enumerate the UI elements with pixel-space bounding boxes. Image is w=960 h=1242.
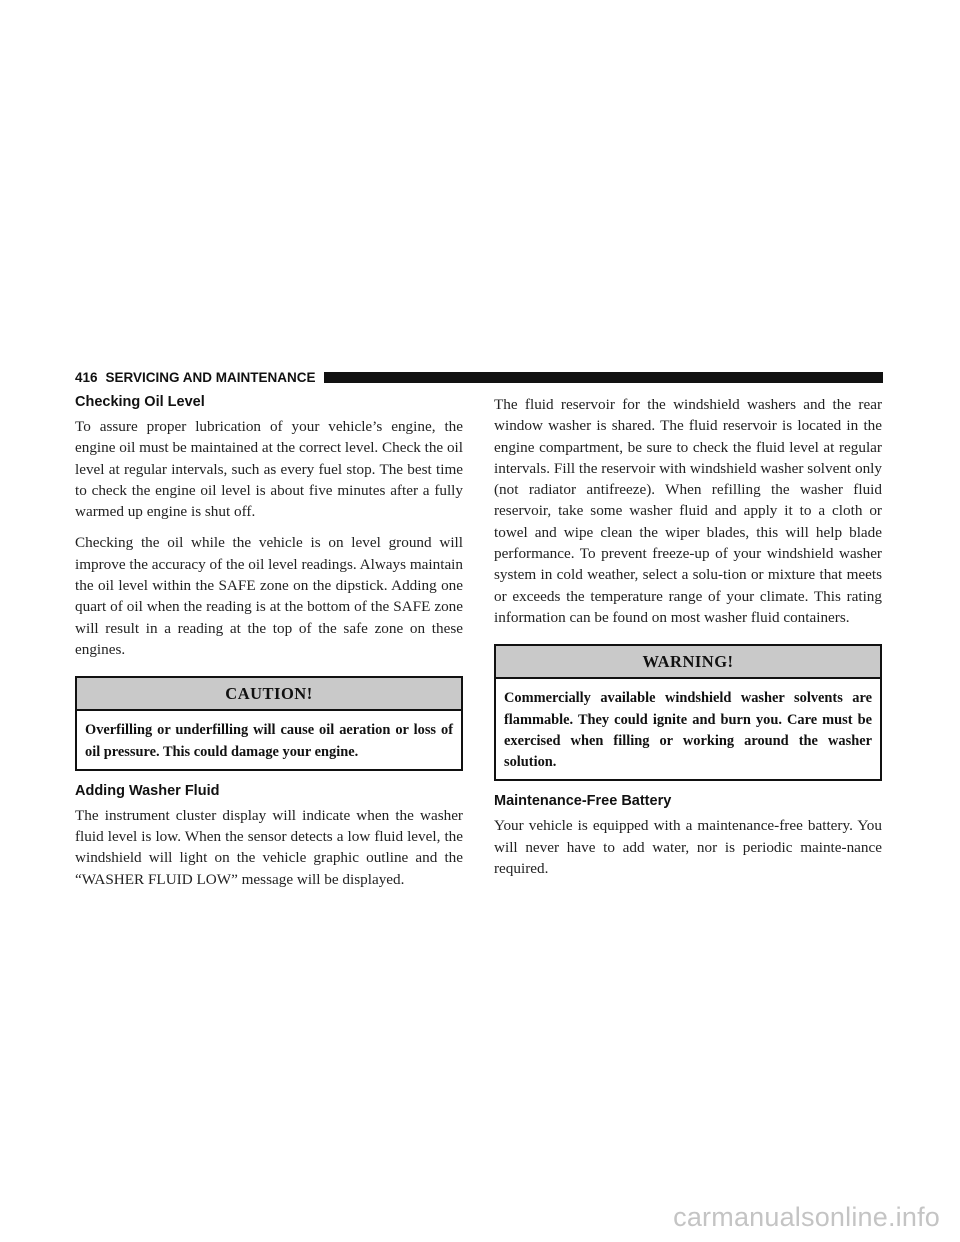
washer-paragraph-1: The instrument cluster display will indicate when the washer fluid level is low. When the sensor detects a low fluid level, the windshield will light on the vehicle graphic outline and the “WASHER FLUID LOW” message will be displayed. bbox=[75, 806, 463, 888]
oil-paragraph-1: To assure proper lubrication of your vehicle’s engine, the engine oil must be maintained at the correct level. Check the oil level at regular intervals, such as every fuel stop. The best time to check the engine oil level is about five minutes after a fully warmed up engine is shut off. bbox=[75, 418, 463, 521]
warning-title: WARNING! bbox=[496, 646, 880, 679]
page-number: 416 bbox=[75, 369, 98, 385]
heading-checking-oil-level: Checking Oil Level bbox=[75, 394, 205, 410]
watermark: carmanualsonline.info bbox=[673, 1202, 940, 1232]
caution-text: Overfilling or underfilling will cause oil aeration or loss of oil pressure. This could damage your engine. bbox=[85, 722, 453, 760]
washer-paragraph-2: The fluid reservoir for the windshield washers and the rear window washer is shared. The fluid reservoir is located in the engine compartment, be sure to check the fluid level at regular intervals. Fill the reservoir with windshield washer solvent only (not radiator antifreeze). When refilling the washer fluid reservoir, take some washer fluid and apply it to a cloth or towel and wipe clean the wiper blades, this will help blade performance. To prevent freeze-up of your windshield washer system in cold weather, select a solu-tion or mixture that meets or exceeds the temperature range of your climate. This rating information can be found on most washer fluid containers. bbox=[494, 396, 882, 626]
page-header bbox=[75, 368, 883, 386]
heading-maintenance-free-battery: Maintenance-Free Battery bbox=[494, 793, 672, 810]
header-rule bbox=[324, 372, 883, 383]
caution-box bbox=[75, 676, 463, 771]
warning-box bbox=[494, 644, 882, 781]
caution-title: CAUTION! bbox=[77, 678, 461, 711]
warning-text: Commercially available windshield washer solvents are flammable. They could ignite and burn you. Care must be exercised when filling or working around the washer solution. bbox=[504, 690, 872, 771]
heading-adding-washer-fluid: Adding Washer Fluid bbox=[75, 782, 220, 799]
right-column bbox=[494, 394, 882, 889]
oil-paragraph-2: Checking the oil while the vehicle is on level ground will improve the accuracy of the oil level readings. Always maintain the oil level within the SAFE zone on the dipstick. Adding one quart of oil when the reading is at the bottom of the SAFE zone will result in a reading at the top of the safe zone on these engines. bbox=[75, 534, 463, 658]
section-title: SERVICING AND MAINTENANCE bbox=[105, 369, 316, 385]
left-column bbox=[75, 394, 463, 900]
battery-paragraph: Your vehicle is equipped with a maintenance-free battery. You will never have to add water, nor is periodic mainte-nance required. bbox=[494, 817, 882, 878]
